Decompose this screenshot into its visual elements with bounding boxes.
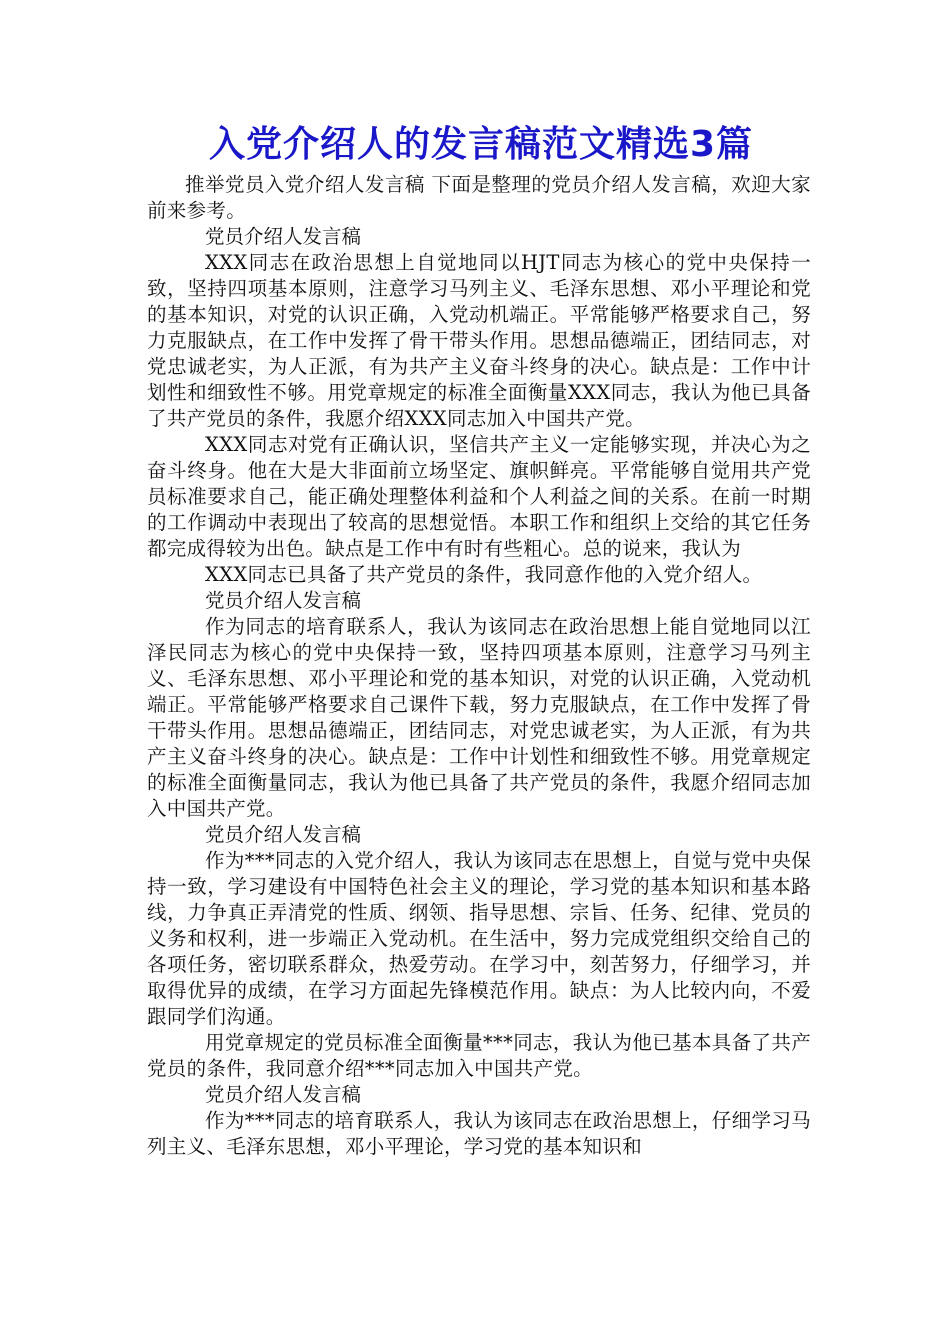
section-heading: 党员介绍人发言稿 <box>205 225 362 248</box>
body-paragraph: XXX同志已具备了共产党员的条件，我同意作他的入党介绍人。 <box>205 563 763 586</box>
body-paragraph: XXX同志在政治思想上自觉地同以HJT同志为核心的党中央保持一致，坚持四项基本原则，注意学习马列主义、毛泽东思想、邓小平理论和党的基本知识，对党的认识正确，入党动机端正。平常能够严格要求自己，努力克服缺点，在工作中发挥了骨干带头作用。思想品德端正，团结同志，对党忠诚老实，为人正派，有为共产主义奋斗终身的决心。缺点是：工作中计划性和细致性不够。用党章规定的标准全面衡量XXX同志，我认为他已具备了共产党员的条件，我愿介绍XXX同志加入中国共产党。 <box>147 251 811 430</box>
body-paragraph: 作为同志的培育联系人，我认为该同志在政治思想上能自觉地同以江泽民同志为核心的党中央保持一致，坚持四项基本原则，注意学习马列主义、毛泽东思想、邓小平理论和党的基本知识，对党的认识正确，入党动机端正。平常能够严格要求自己课件下载，努力克服缺点，在工作中发挥了骨干带头作用。思想品德端正，团结同志，对党忠诚老实，为人正派，有为共产主义奋斗终身的决心。缺点是：工作中计划性和细致性不够。用党章规定的标准全面衡量同志，我认为他已具备了共产党员的条件，我愿介绍同志加入中国共产党。 <box>147 615 811 820</box>
body-paragraph: 用党章规定的党员标准全面衡量***同志，我认为他已基本具备了共产党员的条件，我同意介绍***同志加入中国共产党。 <box>147 1031 811 1080</box>
body-paragraph: 作为***同志的入党介绍人，我认为该同志在思想上，自觉与党中央保持一致，学习建设有中国特色社会主义的理论，学习党的基本知识和基本路线，力争真正弄清党的性质、纲领、指导思想、宗旨、任务、纪律、党员的义务和权利，进一步端正入党动机。在生活中，努力完成党组织交给自己的各项任务，密切联系群众，热爱劳动。在学习中，刻苦努力，仔细学习，并取得优异的成绩，在学习方面起先锋模范作用。缺点：为人比较内向，不爱跟同学们沟通。 <box>147 849 811 1028</box>
body-paragraph: 作为***同志的培育联系人，我认为该同志在政治思想上，仔细学习马列主义、毛泽东思想，邓小平理论，学习党的基本知识和 <box>147 1109 811 1158</box>
document-page <box>147 118 811 1160</box>
section-heading: 党员介绍人发言稿 <box>205 1083 362 1106</box>
intro-paragraph: 推举党员入党介绍人发言稿 下面是整理的党员介绍人发言稿，欢迎大家前来参考。 <box>147 173 811 222</box>
body-paragraph: XXX同志对党有正确认识，坚信共产主义一定能够实现，并决心为之奋斗终身。他在大是大非面前立场坚定、旗帜鲜亮。平常能够自觉用共产党员标准要求自己，能正确处理整体利益和个人利益之间的关系。在前一时期的工作调动中表现出了较高的思想觉悟。本职工作和组织上交给的其它任务都完成得较为出色。缺点是工作中有时有些粗心。总的说来，我认为 <box>147 433 811 560</box>
section-heading: 党员介绍人发言稿 <box>205 589 362 612</box>
section-heading: 党员介绍人发言稿 <box>205 823 362 846</box>
document-body <box>147 172 811 1160</box>
document-title: 入党介绍人的发言稿范文精选3篇 <box>208 124 754 165</box>
